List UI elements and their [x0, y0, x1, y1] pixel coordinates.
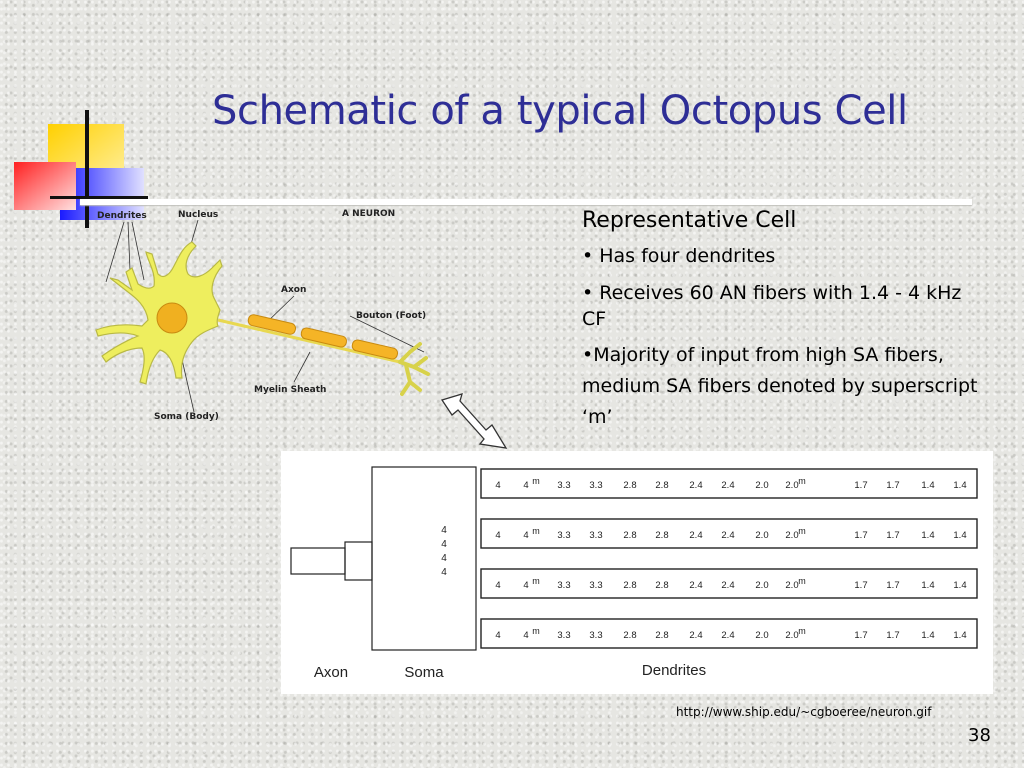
dendrite-value: 1.7 [854, 530, 868, 541]
dendrite-value: 1.4 [953, 530, 967, 541]
label-myelin: Myelin Sheath [254, 385, 327, 395]
dendrite-value: 1.7 [886, 530, 900, 541]
superscript-m: m [798, 526, 806, 536]
dendrite-value: 2.8 [655, 580, 669, 591]
dendrite-value: 2.4 [721, 580, 735, 591]
dendrite-value: 4 [523, 630, 529, 641]
dendrite-value: 2.4 [721, 630, 735, 641]
label-nucleus: Nucleus [178, 210, 219, 220]
double-arrow-icon [436, 390, 512, 454]
dendrite-value: 3.3 [589, 630, 603, 641]
dendrite-value: 2.8 [623, 630, 637, 641]
dendrite-value: 2.0 [755, 480, 769, 491]
dendrite-value: 1.7 [886, 580, 900, 591]
dendrite-value: 4 [523, 530, 529, 541]
dendrite-value: 4 [495, 630, 501, 641]
dendrite-value: 1.4 [921, 530, 935, 541]
bullet-item: • Receives 60 AN fibers with 1.4 - 4 kHz CF [582, 282, 962, 330]
dendrite-value: 1.4 [921, 580, 935, 591]
dendrite-value: 1.7 [854, 630, 868, 641]
dendrite-value: 2.4 [689, 630, 703, 641]
dendrite-value: 1.7 [886, 630, 900, 641]
superscript-m: m [532, 476, 540, 486]
dendrite-value: 2.0 [785, 630, 799, 641]
dendrite-value: 2.8 [623, 530, 637, 541]
dendrite-value: 1.7 [854, 580, 868, 591]
dendrite-value: 2.8 [655, 530, 669, 541]
label-dendrites: Dendrites [97, 211, 147, 221]
dendrite-value: 3.3 [557, 580, 571, 591]
label-soma: Soma (Body) [154, 412, 219, 422]
dendrite-value: 2.8 [623, 580, 637, 591]
schematic-panel [281, 451, 993, 694]
dendrite-value: 3.3 [557, 630, 571, 641]
dendrite-value: 3.3 [589, 580, 603, 591]
dendrite-value: 1.7 [886, 480, 900, 491]
dendrite-value: 2.4 [721, 480, 735, 491]
superscript-m: m [798, 476, 806, 486]
dendrite-value: 1.7 [854, 480, 868, 491]
dendrite-value: 4 [523, 480, 529, 491]
soma-rect [372, 467, 476, 650]
soma-value: 4 [441, 567, 447, 578]
dendrite-value: 1.4 [953, 580, 967, 591]
schematic-label-soma: Soma [404, 664, 444, 681]
dendrite-value: 4 [523, 580, 529, 591]
dendrite-value: 4 [495, 580, 501, 591]
bullet-item: •Majority of input from high SA fibers, medium SA fibers denoted by superscript ‘m’ [582, 344, 978, 428]
page-number: 38 [968, 725, 991, 746]
nucleus-shape [157, 303, 187, 333]
label-neuron-title: A NEURON [342, 209, 396, 219]
slide-title: Schematic of a typical Octopus Cell [212, 88, 908, 134]
bullet-heading: Representative Cell [582, 208, 797, 233]
dendrite-value: 2.0 [785, 480, 799, 491]
dendrite-value: 2.4 [689, 480, 703, 491]
dendrite-value: 2.0 [755, 530, 769, 541]
source-url: http://www.ship.edu/~cgboeree/neuron.gif [676, 705, 932, 719]
schematic-label-dendrites: Dendrites [641, 662, 707, 679]
schematic-label-axon: Axon [313, 664, 349, 681]
dendrite-value: 2.4 [689, 530, 703, 541]
axon-rect [291, 548, 345, 574]
superscript-m: m [532, 526, 540, 536]
label-axon: Axon [281, 285, 307, 295]
dendrite-value: 3.3 [557, 530, 571, 541]
dendrite-value: 2.4 [721, 530, 735, 541]
dendrite-value: 3.3 [557, 480, 571, 491]
dendrite-value: 2.0 [785, 530, 799, 541]
dendrite-value: 2.0 [785, 580, 799, 591]
bullet-item: • Has four dendrites [582, 245, 776, 267]
octopus-schematic [281, 451, 993, 694]
bullet-list [582, 206, 982, 433]
dendrite-value: 1.4 [953, 480, 967, 491]
dendrite-value: 2.8 [655, 630, 669, 641]
dendrite-value: 1.4 [921, 630, 935, 641]
dendrite-value: 2.0 [755, 630, 769, 641]
dendrite-value: 2.8 [655, 480, 669, 491]
dendrite-value: 1.4 [921, 480, 935, 491]
superscript-m: m [532, 626, 540, 636]
label-bouton: Bouton (Foot) [356, 311, 427, 321]
soma-value: 4 [441, 539, 447, 550]
superscript-m: m [798, 626, 806, 636]
dendrite-value: 2.8 [623, 480, 637, 491]
axon-hillock-rect [345, 542, 372, 580]
dendrite-value: 2.0 [755, 580, 769, 591]
dendrite-value: 3.3 [589, 480, 603, 491]
dendrite-value: 3.3 [589, 530, 603, 541]
soma-value: 4 [441, 525, 447, 536]
deco-red-square [14, 162, 76, 210]
dendrite-value: 4 [495, 480, 501, 491]
superscript-m: m [532, 576, 540, 586]
dendrite-value: 4 [495, 530, 501, 541]
neuron-illustration [88, 202, 448, 430]
dendrite-value: 2.4 [689, 580, 703, 591]
dendrite-value: 1.4 [953, 630, 967, 641]
soma-value: 4 [441, 553, 447, 564]
superscript-m: m [798, 576, 806, 586]
